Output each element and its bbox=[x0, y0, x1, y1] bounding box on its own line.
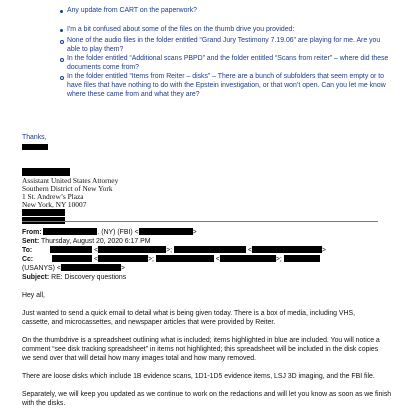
greeting: Hey all, bbox=[22, 292, 45, 299]
paragraph-loose-disks: There are loose disks which include 1B evidence scans, 1D1-1D5 evidence items, LSJ 3D imaging, and the FBI file. bbox=[22, 373, 375, 380]
redaction-block bbox=[50, 246, 92, 253]
from-line: From: . (NY) (FBI) < > bbox=[22, 229, 197, 236]
signature-office: Southern District of New York bbox=[22, 184, 113, 193]
subject-label: Subject: bbox=[22, 274, 50, 281]
redaction-block bbox=[252, 246, 322, 253]
redaction-block bbox=[22, 144, 48, 150]
sub-bullet-1-line-2: able to play them? bbox=[67, 46, 124, 53]
paragraph-media-box: Just wanted to send a quick email to detail what is being given today. There is a box of media, including VHS, cassette, and microcassettes, and newspaper articles that were provided by Reiter. bbox=[22, 310, 355, 326]
sent-label: Sent: bbox=[22, 238, 40, 245]
paragraph-redactions-line-1: Separately, we will keep you updated as we continue to work on the redactions and will let you know as soon as we finish bbox=[22, 391, 392, 398]
to-line: To: < >; < > bbox=[22, 247, 326, 254]
bullet-cart-update: Any update from CART on the paperwork? bbox=[67, 7, 197, 14]
thanks-text: Thanks, bbox=[22, 134, 47, 141]
paragraph-redactions-line-2: with the disks. bbox=[22, 400, 66, 407]
sub-bullet-2-line-1: In the folder entitled “Additional scans PBPD” and the folder entitled “Scans from reiter” – where did these bbox=[67, 55, 389, 62]
cc-label: Cc: bbox=[22, 256, 34, 263]
sub-bullet-icon bbox=[60, 58, 64, 62]
sent-line bbox=[22, 237, 150, 246]
redaction-block bbox=[98, 246, 166, 253]
sub-bullet-icon bbox=[60, 76, 64, 80]
from-label: From: bbox=[22, 229, 42, 236]
sub-bullet-1-line-1: None of the audio files in the folder entitled “Grand Jury Testimony 7.19.06” are playing for me. Are you bbox=[67, 37, 381, 44]
paragraph-thumbdrive: On the thumbdrive is a spreadsheet outlining what is included; items highlighted in blue are included. You will notice a comment “see disk tracking spreadsheet” in items not highlighted; this spreadsheet will be included in the disk copies we send over that will detail how many images total and how many removed. bbox=[22, 337, 380, 362]
sub-bullet-icon bbox=[60, 40, 64, 44]
cc-suffix: (USANYS) < bbox=[22, 265, 61, 272]
redaction-block bbox=[61, 264, 121, 271]
subject-line bbox=[22, 273, 126, 282]
bullet-icon bbox=[60, 10, 63, 13]
cc-line: Cc: < >; < >; bbox=[22, 255, 320, 264]
sub-bullet-3-line-3: where these came from and what they are? bbox=[67, 91, 200, 98]
sent-value: Thursday, August 20, 2020 6:17 PM bbox=[41, 238, 151, 245]
redaction-block bbox=[284, 255, 320, 262]
redaction-block bbox=[52, 255, 92, 262]
redaction-block bbox=[156, 255, 214, 262]
cc-line-2: (USANYS) < > bbox=[22, 265, 125, 272]
bullet-thumb-drive: I'm a bit confused about some of the files on the thumb drive you provided: bbox=[67, 26, 295, 33]
sub-bullet-3-line-1: In the folder entitled “Items from Reiter – disks” – There are a bunch of subfolders that seem empty or to bbox=[67, 73, 384, 80]
redaction-block bbox=[220, 255, 276, 262]
redaction-block bbox=[139, 228, 193, 235]
from-text: . (NY) (FBI) < bbox=[97, 229, 139, 236]
sub-bullet-2-line-2: documents come from? bbox=[67, 64, 139, 71]
redaction-block bbox=[43, 228, 97, 235]
signature-address-1: 1 St. Andrew’s Plaza bbox=[22, 192, 84, 201]
signature-address-2: New York, NY 10007 bbox=[22, 200, 87, 209]
sub-bullet-3-line-2: have files that have nothing to do with the Epstein investigation, or that won’t open. Can you let me know bbox=[67, 82, 386, 89]
redaction-block bbox=[22, 209, 65, 216]
subject-value: RE: Discovery questions bbox=[51, 274, 127, 281]
redaction-block bbox=[174, 246, 246, 253]
to-label: To: bbox=[22, 247, 33, 254]
header-divider bbox=[22, 221, 378, 222]
redaction-block bbox=[22, 168, 70, 176]
bullet-icon bbox=[60, 29, 63, 32]
redaction-block bbox=[98, 255, 148, 262]
signature-title: Assistant United States Attorney bbox=[22, 176, 119, 185]
